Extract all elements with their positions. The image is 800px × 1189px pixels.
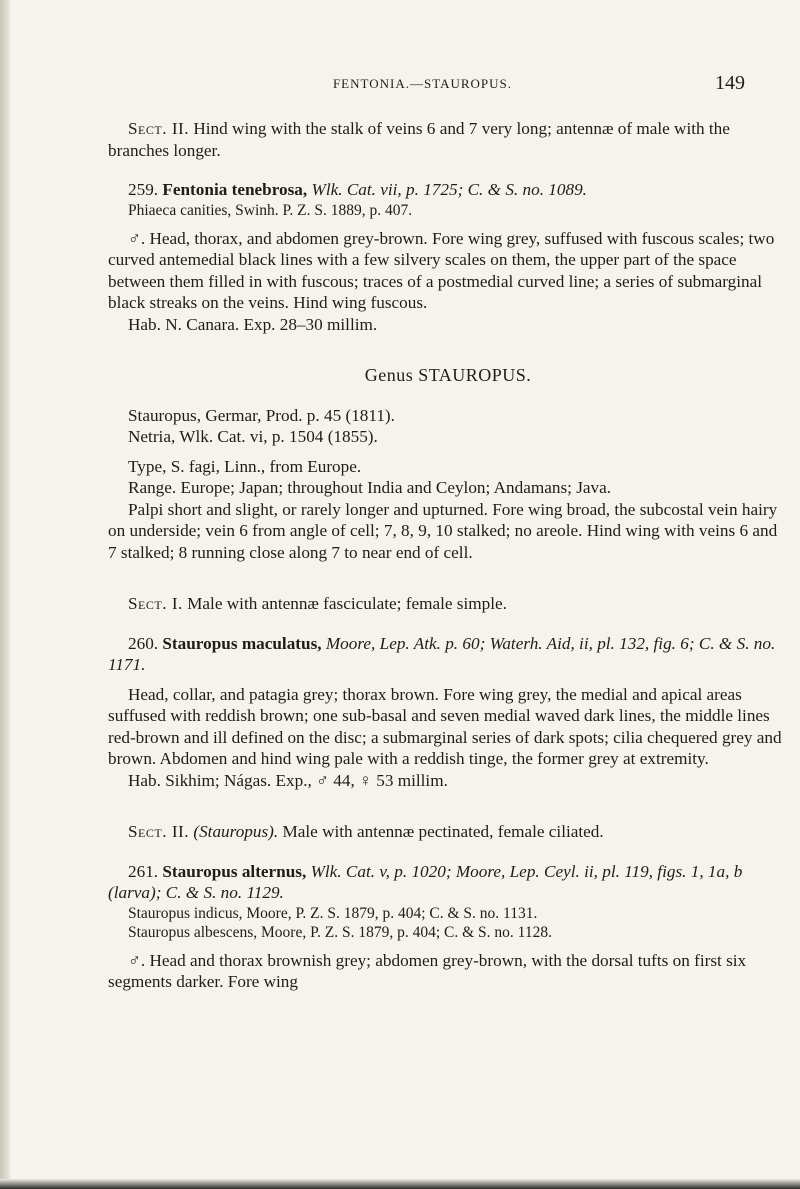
subgenus-name: (Stauropus). [193, 822, 279, 841]
species-261-synonym-2: Stauropus albescens, Moore, P. Z. S. 1879, p. 404; C. & S. no. 1128. [128, 923, 552, 941]
section-text: Hind wing with the stalk of veins 6 and 7 very long; antennæ of male with the branches longer. [108, 119, 730, 160]
species-name: Stauropus alternus, [162, 861, 307, 881]
fentonia-section-2 [108, 118, 788, 161]
genus-synonym-1: Stauropus, Germar, Prod. p. 45 (1811). [128, 405, 395, 425]
section-text: Male with antennæ fasciculate; female simple. [187, 594, 507, 613]
running-head-title: FENTONIA.—STAUROPUS. [332, 76, 513, 91]
species-259-heading [108, 179, 788, 201]
stauropus-section-2 [108, 821, 788, 843]
genus-synonym-2: Netria, Wlk. Cat. vi, p. 1504 (1855). [128, 427, 378, 446]
stauropus-section-1 [108, 593, 788, 615]
section-label: Sect. II. [128, 822, 190, 841]
species-name: Stauropus maculatus, [162, 633, 322, 653]
species-number: 260. [128, 633, 159, 653]
genus-heading: Genus STAUROPUS. [364, 365, 532, 385]
species-260-description: Head, collar, and patagia grey; thorax brown. Fore wing grey, the medial and apical areas suffused with reddish brown; one sub-basal and seven medial waved dark lines, the middle lines red-brown and ill defined on the disc; a submarginal series of dark spots; cilia chequered grey and brown. Abdomen and hind wing pale with a reddish tinge, the former grey at extremity. [108, 684, 782, 768]
page-bottom-edge [0, 1179, 800, 1189]
genus-type: Type, S. fagi, Linn., from Europe. [128, 456, 362, 476]
running-head [100, 72, 745, 96]
section-label: Sect. I. [128, 594, 183, 613]
species-number: 259. [128, 180, 159, 199]
species-number: 261. [128, 861, 159, 881]
species-259-habitat: Hab. N. Canara. Exp. 28–30 millim. [128, 314, 378, 334]
species-259-description: ♂. Head, thorax, and abdomen grey-brown. Fore wing grey, suffused with fuscous scales; two curved antemedial black lines with a few silvery scales on them, the upper part of the space between them filled in with fuscous; traces of a postmedial curved line; a series of submarginal black streaks on the veins. Hind wing fuscous. [108, 228, 775, 312]
page-body [108, 118, 788, 993]
species-citation: Wlk. Cat. vii, p. 1725; C. & S. no. 1089. [311, 180, 587, 199]
species-259-synonym: Phiaeca canities, Swinh. P. Z. S. 1889, p. 407. [128, 201, 413, 219]
page-number: 149 [715, 72, 745, 94]
section-label: Sect. II. [128, 119, 190, 138]
species-260-heading [108, 633, 788, 676]
species-citation: Wlk. Cat. v, p. 1020; Moore, Lep. Ceyl. ii, pl. 119, figs. 1, 1a, b (larva); C. & S. no. 1129. [108, 861, 743, 902]
page-binding-edge [0, 0, 10, 1189]
species-261-heading [108, 861, 788, 904]
section-text: Male with antennæ pectinated, female ciliated. [282, 822, 604, 841]
species-name: Fentonia tenebrosa, [162, 180, 308, 199]
species-261-synonym-1: Stauropus indicus, Moore, P. Z. S. 1879, p. 404; C. & S. no. 1131. [128, 904, 538, 922]
species-261-description: ♂. Head and thorax brownish grey; abdomen grey-brown, with the dorsal tufts on first six segments darker. Fore wing [108, 950, 747, 991]
species-citation: Moore, Lep. Atk. p. 60; Waterh. Aid, ii, pl. 132, fig. 6; C. & S. no. 1171. [108, 633, 776, 674]
species-260-habitat: Hab. Sikhim; Nágas. Exp., ♂ 44, ♀ 53 millim. [128, 770, 448, 790]
genus-range: Range. Europe; Japan; throughout India and Ceylon; Andamans; Java. [128, 478, 612, 497]
genus-description: Palpi short and slight, or rarely longer and upturned. Fore wing broad, the subcostal vein hairy on underside; vein 6 from angle of cell; 7, 8, 9, 10 stalked; no areole. Hind wing with veins 6 and 7 stalked; 8 running close along 7 to near end of cell. [108, 499, 778, 562]
